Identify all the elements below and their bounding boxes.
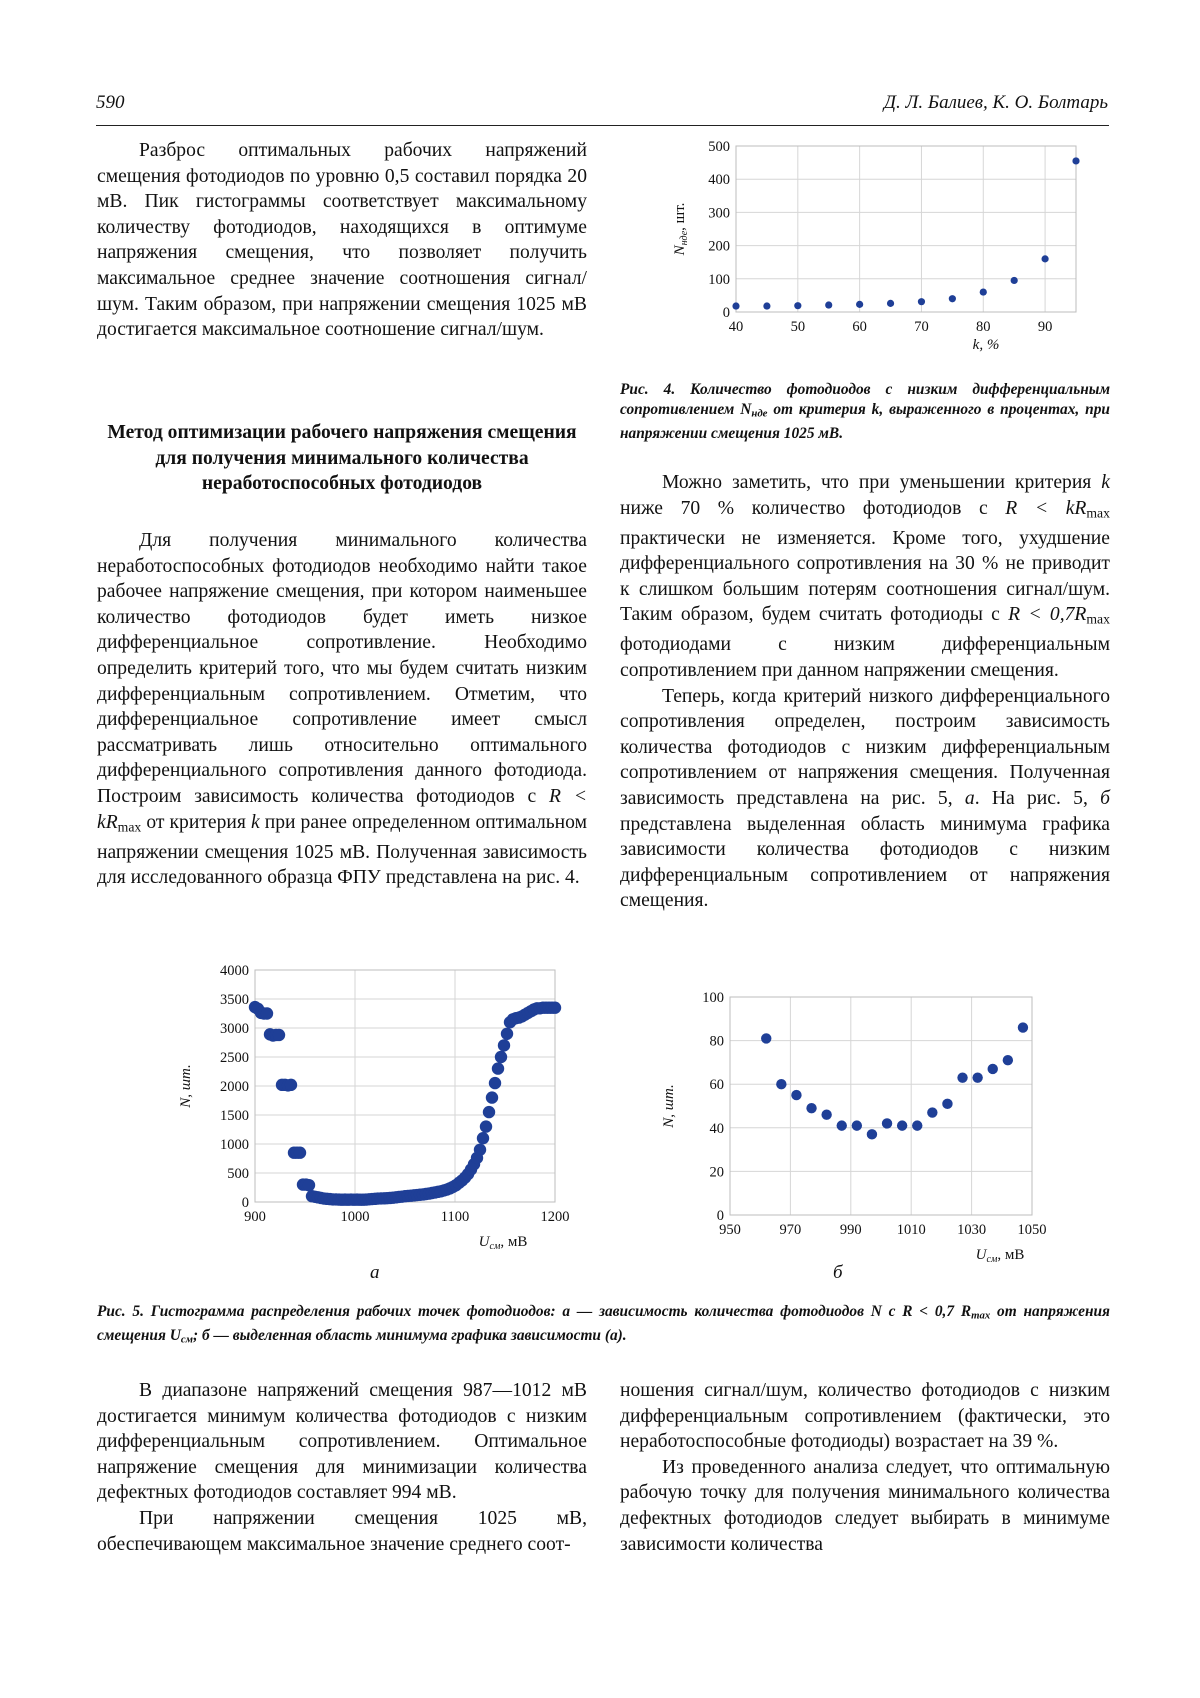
right-mid-text [620, 470, 1110, 914]
data-point [980, 288, 987, 295]
x-tick-label: 1200 [540, 1209, 570, 1225]
x-axis-label: k, % [972, 337, 1000, 353]
data-point [806, 1103, 816, 1113]
data-point [837, 1120, 847, 1130]
paragraph: Из проведенного анализа следует, что оптимальную рабочую точку для получения минимального количества дефектных фотодиодов следует выбирать в минимуме зависимости количества [620, 1456, 1110, 1555]
y-tick-label: 40 [709, 1120, 724, 1137]
data-point [501, 1028, 513, 1040]
x-axis-label: $U_{см}$, мВ [478, 1234, 528, 1252]
x-tick-label: 1010 [896, 1222, 926, 1238]
data-point [763, 302, 770, 309]
y-tick-label: 300 [708, 205, 730, 222]
x-tick-label: 1100 [440, 1209, 470, 1225]
y-tick-label: 500 [227, 1166, 249, 1182]
data-point [1018, 1022, 1028, 1032]
bottom-left-text [97, 1378, 587, 1557]
paragraph: Разброс оптимальных рабочих напряжений смещения фотодиодов по уровню 0,5 составил порядка 20 мВ. Пик гистограммы соответствует максимальному количеству фотодиодов, находящихся в оптимуме напряжения смещения, что позволяет получить максимальное среднее значение соотношения сигнал/шум. Таким образом, при напряжении смещения 1025 мВ достигается максимальное соотношение сигнал/шум. [97, 140, 587, 341]
y-tick-label: 100 [708, 271, 730, 288]
data-point [957, 1072, 967, 1082]
data-point [852, 1120, 862, 1130]
figure-5b-chart [655, 985, 1075, 1265]
x-tick-label: 1050 [1017, 1222, 1047, 1238]
data-point [489, 1077, 501, 1089]
data-point [303, 1179, 315, 1191]
data-point [972, 1072, 982, 1082]
data-point [1011, 277, 1018, 284]
data-point [294, 1147, 306, 1159]
x-tick-label: 970 [779, 1222, 802, 1238]
section-heading: Метод оптимизации рабочего напряжения смещения для получения минимального количества неработоспособных фотодиодов [107, 422, 577, 495]
paragraph: Для получения минимального количества неработоспособных фотодиодов необходимо найти такое рабочее напряжение смещения, при котором наименьшее количество фотодиодов будет иметь низкое дифференциальное сопротивление. Необходимо определить критерий того, что мы будем считать низким дифференциальным сопротивлением. Отметим, что дифференциальное сопротивление имеет смысл рассматривать лишь относительно оптимального дифференциального сопротивления данного фотодиода. Построим зависимость количества фотодиодов с $R < kR_{max}$ от критерия k при ранее определенном оптимальном напряжении смещения 1025 мВ. Полученная зависимость для исследованного образца ФПУ представлена на рис. 4. [97, 530, 587, 889]
data-point [794, 302, 801, 309]
data-point [492, 1062, 504, 1074]
x-tick-label: 40 [728, 319, 744, 335]
data-point [261, 1007, 273, 1019]
data-point [942, 1099, 952, 1109]
data-point [988, 1064, 998, 1074]
figure-5a-chart [170, 955, 600, 1255]
y-tick-label: 2500 [220, 1050, 249, 1066]
data-point [549, 1002, 561, 1014]
paragraph: Теперь, когда критерий низкого дифференциального сопротивления определен, построим зависимость количества фотодиодов с низким дифференциальным сопротивлением от напряжения смещения. Полученная зависимость представлена на рис. 5, а. На рис. 5, б представлена выделенная область минимума графика зависимости количества фотодиодов с низким дифференциальным сопротивлением от напряжения смещения. [620, 685, 1110, 912]
x-tick-label: 950 [719, 1222, 741, 1238]
x-tick-label: 990 [839, 1222, 862, 1238]
data-point [498, 1039, 510, 1051]
x-tick-label: 50 [790, 319, 806, 335]
y-axis-label: N, шт. [178, 1064, 194, 1108]
y-tick-label: 80 [709, 1033, 724, 1050]
data-point [486, 1091, 498, 1103]
data-point [897, 1120, 907, 1130]
data-point [949, 295, 956, 302]
paragraph: В диапазоне напряжений смещения 987—1012 мВ достигается минимум количества фотодиодов с низким дифференциальным сопротивлением. Оптимальное напряжение смещения для минимизации количества дефектных фотодиодов составляет 994 мВ. [97, 1380, 587, 1504]
y-tick-label: 0 [722, 305, 730, 321]
bottom-right-text [620, 1378, 1110, 1557]
x-tick-label: 900 [244, 1209, 266, 1225]
data-point [761, 1033, 771, 1043]
page-number: 590 [96, 92, 125, 113]
x-tick-label: 80 [976, 319, 991, 335]
y-axis-label: $N_{нде}$, шт. [672, 202, 690, 256]
left-mid-text [97, 528, 587, 891]
x-tick-label: 60 [852, 319, 867, 335]
plot-frame [736, 146, 1076, 312]
paragraph: Можно заметить, что при уменьшении критерия k ниже 70 % количество фотодиодов с $R < kR_{max}$ практически не изменяется. Кроме того, ухудшение дифференциального сопротивления на 30 % не приводит к слишком большим потерям соотношения сигнал/шум. Таким образом, будем считать фотодиоды с $R < 0,7R_{max}$ фотодиодами с низким дифференциальным сопротивлением при данном напряжении смещения. [620, 472, 1110, 681]
figure-4-caption: Рис. 4. Количество фотодиодов с низким дифференциальным сопротивлением $N_{нде}$ от критерия k, выраженного в процентах, при напряжении смещения 1025 мВ. [620, 381, 1110, 442]
x-tick-label: 90 [1037, 319, 1053, 335]
x-tick-label: 1000 [340, 1209, 370, 1225]
header-rule [96, 125, 1109, 126]
data-point [791, 1090, 801, 1100]
running-authors: Д. Л. Балиев, К. О. Болтарь [883, 92, 1108, 113]
y-tick-label: 100 [702, 990, 724, 1006]
figure-5-caption: Рис. 5. Гистограмма распределения рабочих точек фотодиодов: а — зависимость количества фотодиодов N с R < 0,7 $R_{max}$ от напряжения смещения $U_{см}$; б — выделенная область минимума графика зависимости (а). [97, 1303, 1110, 1346]
y-tick-label: 200 [708, 238, 730, 255]
y-tick-label: 2000 [220, 1079, 249, 1095]
x-tick-label: 1030 [957, 1222, 987, 1238]
y-tick-label: 0 [241, 1195, 249, 1211]
data-point [495, 1051, 507, 1063]
y-tick-label: 3500 [220, 992, 249, 1008]
y-tick-label: 500 [708, 139, 730, 155]
data-point [483, 1106, 495, 1118]
data-point [856, 301, 863, 308]
y-tick-label: 1500 [220, 1108, 249, 1124]
data-point [477, 1132, 489, 1144]
data-point [882, 1118, 892, 1128]
data-point [825, 301, 832, 308]
x-axis-label: $U_{см}$, мВ [975, 1247, 1025, 1265]
left-top-text [97, 138, 587, 343]
figure-4-chart [620, 136, 1110, 362]
data-point [273, 1029, 285, 1041]
paragraph: При напряжении смещения 1025 мВ, обеспечивающем максимальное значение среднего соот- [97, 1507, 587, 1555]
data-point [918, 298, 925, 305]
paragraph: ношения сигнал/шум, количество фотодиодов с низким дифференциальным сопротивлением (фактически, это неработоспособные фотодиоды) возрастает на 39 %. [620, 1380, 1110, 1453]
data-point [776, 1079, 786, 1089]
y-tick-label: 60 [709, 1077, 724, 1094]
data-point [887, 300, 894, 307]
y-tick-label: 3000 [220, 1021, 249, 1037]
data-point [480, 1120, 492, 1132]
data-point [1041, 255, 1048, 262]
figure-5a-label: а [370, 1262, 380, 1283]
data-point [927, 1107, 937, 1117]
data-point [1072, 157, 1079, 164]
plot-frame [730, 997, 1032, 1215]
data-point [821, 1110, 831, 1120]
x-tick-label: 70 [914, 319, 929, 335]
y-tick-label: 400 [708, 172, 730, 189]
y-tick-label: 20 [709, 1164, 724, 1181]
data-point [732, 302, 739, 309]
y-tick-label: 4000 [220, 963, 249, 979]
data-point [285, 1079, 297, 1091]
y-tick-label: 0 [716, 1208, 724, 1224]
data-point [912, 1120, 922, 1130]
y-axis-label: N, шт. [661, 1084, 677, 1128]
y-tick-label: 1000 [220, 1137, 249, 1153]
data-point [474, 1144, 486, 1156]
data-point [867, 1129, 877, 1139]
data-point [1003, 1055, 1013, 1065]
figure-5b-label: б [833, 1262, 843, 1283]
